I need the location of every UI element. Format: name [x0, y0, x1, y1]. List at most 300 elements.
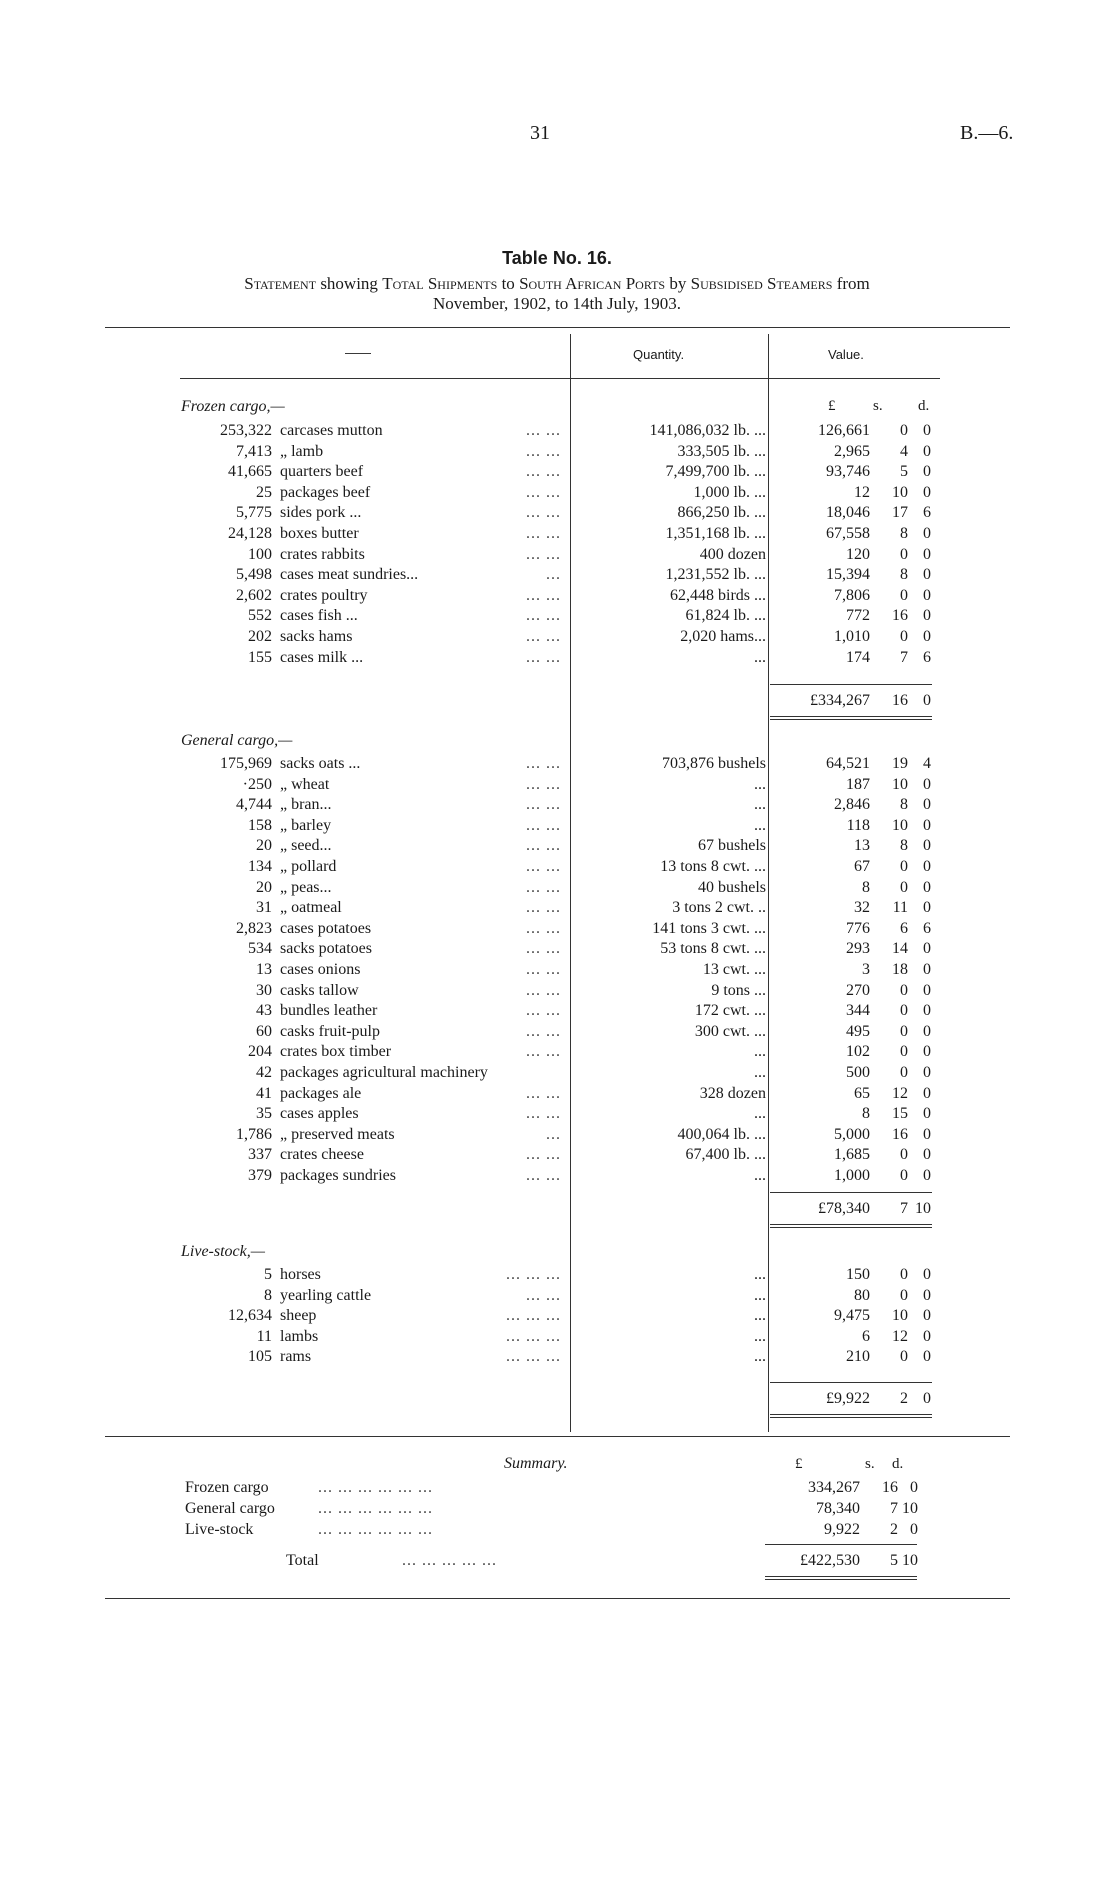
value-pounds: 126,661	[818, 422, 870, 439]
item-description: lambs	[280, 1327, 319, 1345]
leader-dots: ... ...	[526, 1084, 561, 1102]
total-double-rule	[770, 719, 932, 720]
value-shillings: 6	[900, 919, 908, 937]
table-row	[0, 897, 1114, 918]
value-shillings: 0	[900, 1022, 908, 1040]
value-pence: 0	[923, 422, 931, 439]
value-shillings: 0	[900, 1043, 908, 1061]
table-row	[0, 564, 1114, 585]
subtotal-rule	[770, 684, 932, 685]
item-description: crates cheese	[280, 1146, 364, 1164]
item-quantity: 172 cwt. ...	[694, 1002, 766, 1020]
summary-rule	[765, 1576, 917, 1577]
item-description: bundles leather	[280, 1002, 378, 1020]
table-row	[0, 1083, 1114, 1104]
item-quantity: ...	[754, 1064, 766, 1081]
page-bottom-rule	[105, 1598, 1010, 1599]
table-row	[0, 835, 1114, 856]
item-description: crates box timber	[280, 1043, 392, 1061]
value-pence: 0	[923, 858, 931, 875]
item-count: 13	[256, 961, 272, 978]
leader-dots: ... ...	[526, 483, 561, 501]
value-shillings: 4	[900, 442, 908, 460]
item-description: sacks hams	[280, 628, 353, 645]
item-description: horses	[280, 1266, 321, 1283]
item-count: 202	[248, 628, 272, 645]
leader-dots: ... ...	[526, 545, 561, 563]
item-count: 42	[256, 1064, 272, 1081]
item-description: casks fruit-pulp	[280, 1022, 380, 1040]
shillings-head: s.	[873, 398, 883, 414]
item-count: 20	[256, 837, 272, 855]
value-shillings: 0	[900, 1286, 908, 1304]
grand-total-pounds: £422,530	[800, 1552, 860, 1569]
value-pence: 0	[923, 1146, 931, 1164]
item-quantity: 400,064 lb. ...	[677, 1125, 766, 1143]
table-row	[0, 877, 1114, 898]
value-shillings: 0	[900, 1002, 908, 1020]
item-count: 8	[264, 1286, 272, 1304]
item-count: 41	[256, 1084, 272, 1102]
leader-dots: ... ... ... ... ... ...	[318, 1521, 433, 1538]
item-description: packages beef	[280, 483, 371, 501]
table-row	[0, 774, 1114, 795]
item-count: 2,823	[236, 919, 272, 937]
grand-total-shillings: 5	[890, 1552, 898, 1569]
value-shillings: 8	[900, 796, 908, 814]
item-count: 175,969	[220, 755, 272, 772]
item-description: packages ale	[280, 1084, 362, 1102]
item-description: „ pollard	[280, 858, 337, 875]
summary-rule	[765, 1579, 917, 1580]
table-row	[0, 1264, 1114, 1285]
section-total-row	[0, 1198, 1114, 1219]
item-count: 5,775	[236, 504, 272, 522]
table-row	[0, 1346, 1114, 1367]
leader-dots: ... ...	[526, 648, 561, 666]
leader-dots: ... ...	[526, 1105, 561, 1123]
table-row	[0, 441, 1114, 462]
value-pence: 0	[923, 899, 931, 917]
item-quantity: 62,448 birds ...	[670, 586, 766, 604]
leader-dots: ... ...	[526, 442, 561, 460]
leader-dots: ... ... ...	[506, 1307, 561, 1325]
item-description: „ bran...	[280, 796, 332, 814]
item-description: sheep	[280, 1307, 317, 1325]
leader-dots: ... ...	[526, 1146, 561, 1164]
table-row	[0, 502, 1114, 523]
value-pence: 0	[923, 525, 931, 542]
table-row	[0, 1000, 1114, 1021]
value-pounds: 7,806	[834, 586, 870, 604]
value-pence: 0	[923, 1125, 931, 1143]
item-count: 25	[256, 483, 272, 501]
leader-dots: ...	[546, 1125, 561, 1143]
item-count: 30	[256, 981, 272, 999]
table-title: Table No. 16.	[502, 248, 612, 268]
value-pence: 0	[923, 1348, 931, 1366]
leader-dots: ... ...	[526, 919, 561, 937]
leader-dots: ... ...	[526, 525, 561, 542]
summary-row	[0, 1477, 1114, 1498]
value-shillings: 0	[900, 1064, 908, 1081]
table-row	[0, 1103, 1114, 1124]
total-pounds: £334,267	[810, 692, 870, 709]
summary-pence: 0	[910, 1521, 918, 1538]
value-shillings: 10	[892, 775, 908, 793]
item-description: „ peas...	[280, 878, 332, 896]
value-shillings: 19	[892, 755, 908, 772]
total-double-rule	[770, 1417, 932, 1418]
value-pounds: 174	[846, 648, 870, 666]
value-pence: 0	[923, 463, 931, 481]
value-pounds: 1,685	[834, 1146, 870, 1164]
table-top-rule	[105, 327, 1010, 328]
value-pence: 0	[923, 981, 931, 999]
leader-dots: ... ... ... ... ... ...	[318, 1479, 433, 1496]
leader-dots: ... ...	[526, 628, 561, 645]
value-shillings: 10	[892, 816, 908, 834]
value-pounds: 80	[854, 1286, 870, 1304]
item-count: 5,498	[236, 566, 272, 584]
table-bottom-rule	[105, 1436, 1010, 1437]
value-shillings: 0	[900, 545, 908, 563]
item-count: 60	[256, 1022, 272, 1040]
leader-dots: ... ...	[526, 504, 561, 522]
item-description: packages agricultural machinery	[280, 1064, 488, 1081]
table-row	[0, 1165, 1114, 1186]
value-pence: 0	[923, 586, 931, 604]
table-row	[0, 1305, 1114, 1326]
table-row	[0, 856, 1114, 877]
item-count: 253,322	[220, 422, 272, 439]
item-quantity: 13 tons 8 cwt. ...	[660, 858, 766, 875]
value-pounds: 6	[862, 1327, 870, 1345]
leader-dots: ... ... ...	[506, 1348, 561, 1366]
summary-shillings-head: s.	[865, 1456, 875, 1472]
item-description: carcases mutton	[280, 422, 383, 439]
item-count: 155	[248, 648, 272, 666]
item-count: 31	[256, 899, 272, 917]
item-quantity: ...	[754, 1105, 766, 1123]
item-description: yearling cattle	[280, 1286, 372, 1304]
pounds-head: £	[828, 398, 836, 414]
item-description: cases apples	[280, 1105, 359, 1123]
item-description: „ barley	[280, 816, 332, 834]
value-shillings: 0	[900, 1266, 908, 1283]
column-head-value: Value.	[828, 347, 864, 362]
total-shillings: 7	[900, 1200, 908, 1217]
summary-name: Frozen cargo	[185, 1479, 269, 1496]
leader-dots: ... ...	[526, 586, 561, 604]
table-row	[0, 482, 1114, 503]
item-quantity: ...	[754, 1307, 766, 1325]
value-pounds: 5,000	[834, 1125, 870, 1143]
value-pounds: 270	[846, 981, 870, 999]
item-quantity: 328 dozen	[699, 1084, 766, 1102]
item-quantity: 1,231,552 lb. ...	[665, 566, 766, 584]
value-shillings: 18	[892, 961, 908, 978]
table-row	[0, 585, 1114, 606]
item-quantity: 13 cwt. ...	[702, 961, 766, 978]
grand-total-pence: 10	[902, 1552, 918, 1569]
leader-dots: ... ...	[526, 607, 561, 625]
leader-dots: ... ...	[526, 940, 561, 958]
total-double-rule	[770, 716, 932, 717]
value-pounds: 293	[846, 940, 870, 958]
item-description: crates rabbits	[280, 545, 365, 563]
value-pence: 6	[923, 919, 931, 937]
table-row	[0, 918, 1114, 939]
leader-dots: ... ...	[526, 981, 561, 999]
item-quantity: 300 cwt. ...	[694, 1022, 766, 1040]
item-count: ·250	[242, 775, 272, 793]
header-bottom-rule	[180, 378, 940, 379]
summary-pence: 10	[902, 1500, 918, 1517]
item-quantity: 1,351,168 lb. ...	[665, 525, 766, 542]
summary-heading: Summary.	[504, 1455, 568, 1472]
value-pounds: 64,521	[826, 755, 870, 772]
value-shillings: 16	[892, 607, 908, 625]
item-count: 11	[256, 1327, 272, 1345]
leader-dots: ... ...	[526, 1167, 561, 1184]
item-description: „ seed...	[280, 837, 332, 855]
leader-dots: ... ...	[526, 775, 561, 793]
item-quantity: ...	[754, 1043, 766, 1061]
table-row	[0, 523, 1114, 544]
item-quantity: ...	[754, 816, 766, 834]
total-pence: 10	[915, 1200, 931, 1217]
column-head-blank: ——	[345, 345, 371, 360]
value-pounds: 344	[846, 1002, 870, 1020]
item-count: 35	[256, 1105, 272, 1123]
item-quantity: 866,250 lb. ...	[677, 504, 766, 522]
item-description: cases fish ...	[280, 607, 358, 625]
item-quantity: ...	[754, 775, 766, 793]
value-pounds: 2,846	[834, 796, 870, 814]
leader-dots: ... ... ...	[506, 1327, 561, 1345]
item-quantity: 67,400 lb. ...	[685, 1146, 766, 1164]
leader-dots: ... ...	[526, 463, 561, 481]
value-shillings: 7	[900, 648, 908, 666]
value-pounds: 150	[846, 1266, 870, 1283]
item-quantity: 400 dozen	[699, 545, 766, 563]
value-pence: 0	[923, 1167, 931, 1184]
table-row	[0, 815, 1114, 836]
total-double-rule	[770, 1224, 932, 1225]
value-shillings: 15	[892, 1105, 908, 1123]
value-shillings: 17	[892, 504, 908, 522]
item-count: 534	[248, 940, 272, 958]
item-quantity: ...	[754, 1266, 766, 1283]
item-count: 2,602	[236, 586, 272, 604]
section-total-row	[0, 1388, 1114, 1409]
item-count: 24,128	[228, 525, 272, 542]
value-pence: 6	[923, 504, 931, 522]
value-pounds: 67	[854, 858, 870, 875]
leader-dots: ... ...	[526, 796, 561, 814]
table-row	[0, 1326, 1114, 1347]
item-quantity: 703,876 bushels	[662, 755, 766, 772]
item-quantity: ...	[754, 1167, 766, 1184]
table-row	[0, 794, 1114, 815]
total-pence: 0	[923, 692, 931, 709]
item-description: cases milk ...	[280, 648, 364, 666]
item-description: „ preserved meats	[280, 1125, 395, 1143]
item-count: 1,786	[236, 1125, 272, 1143]
item-quantity: 40 bushels	[698, 878, 766, 896]
summary-name: General cargo	[185, 1500, 275, 1517]
table-row	[0, 626, 1114, 647]
table-row	[0, 1124, 1114, 1145]
value-pence: 0	[923, 1064, 931, 1081]
leader-dots: ... ...	[526, 858, 561, 875]
leader-dots: ...	[546, 566, 561, 584]
item-count: 41,665	[228, 463, 272, 481]
table-row	[0, 647, 1114, 668]
value-pounds: 500	[846, 1064, 870, 1081]
item-count: 552	[248, 607, 272, 625]
item-description: boxes butter	[280, 525, 359, 542]
item-quantity: 3 tons 2 cwt. ..	[672, 899, 766, 917]
value-pence: 0	[923, 1002, 931, 1020]
value-pounds: 67,558	[826, 525, 870, 542]
value-pounds: 2,965	[834, 442, 870, 460]
table-row	[0, 420, 1114, 441]
value-shillings: 14	[892, 940, 908, 958]
leader-dots: ... ...	[526, 1002, 561, 1020]
value-shillings: 0	[900, 1167, 908, 1184]
summary-shillings: 2	[890, 1521, 898, 1538]
item-description: sacks potatoes	[280, 940, 372, 958]
value-shillings: 8	[900, 837, 908, 855]
value-shillings: 0	[900, 1348, 908, 1366]
item-quantity: 9 tons ...	[711, 981, 766, 999]
section-total-row	[0, 690, 1114, 711]
value-pounds: 12	[854, 483, 870, 501]
value-pounds: 1,000	[834, 1167, 870, 1184]
value-pence: 0	[923, 442, 931, 460]
item-count: 20	[256, 878, 272, 896]
item-quantity: 53 tons 8 cwt. ...	[660, 940, 766, 958]
leader-dots: ... ...	[526, 878, 561, 896]
leader-dots: ... ...	[526, 422, 561, 439]
item-description: cases meat sundries...	[280, 566, 419, 584]
value-pounds: 32	[854, 899, 870, 917]
value-pounds: 8	[862, 1105, 870, 1123]
summary-pence: 0	[910, 1479, 918, 1496]
item-quantity: 333,505 lb. ...	[677, 442, 766, 460]
leader-dots: ... ...	[526, 961, 561, 978]
value-pence: 0	[923, 628, 931, 645]
section-heading: Live-stock,—	[181, 1243, 265, 1260]
value-pounds: 65	[854, 1084, 870, 1102]
value-pence: 0	[923, 483, 931, 501]
item-description: cases onions	[280, 961, 361, 978]
value-shillings: 0	[900, 981, 908, 999]
value-shillings: 12	[892, 1084, 908, 1102]
summary-pounds: 9,922	[824, 1521, 860, 1538]
leader-dots: ... ...	[526, 1022, 561, 1040]
item-description: packages sundries	[280, 1167, 396, 1184]
total-shillings: 2	[900, 1390, 908, 1407]
item-quantity: 2,020 hams...	[680, 628, 766, 645]
item-count: 7,413	[236, 442, 272, 460]
value-shillings: 8	[900, 525, 908, 542]
total-pence: 0	[923, 1390, 931, 1407]
item-description: quarters beef	[280, 463, 364, 481]
value-pence: 0	[923, 1043, 931, 1061]
value-pence: 0	[923, 940, 931, 958]
table-row	[0, 544, 1114, 565]
table-row	[0, 461, 1114, 482]
leader-dots: ... ... ...	[506, 1266, 561, 1283]
table-row	[0, 1144, 1114, 1165]
value-pence: 4	[923, 755, 931, 772]
leader-dots: ... ... ... ... ... ...	[318, 1500, 433, 1517]
value-pounds: 13	[854, 837, 870, 855]
value-shillings: 10	[892, 1307, 908, 1325]
value-pence: 0	[923, 1286, 931, 1304]
leader-dots: ... ...	[526, 755, 561, 772]
item-description: cases potatoes	[280, 919, 372, 937]
value-shillings: 0	[900, 586, 908, 604]
value-pounds: 772	[846, 607, 870, 625]
value-pounds: 8	[862, 878, 870, 896]
value-pence: 0	[923, 1105, 931, 1123]
item-quantity: ...	[754, 1327, 766, 1345]
value-pounds: 1,010	[834, 628, 870, 645]
value-pounds: 18,046	[826, 504, 870, 522]
total-double-rule	[770, 1227, 932, 1228]
leader-dots: ... ... ... ... ...	[402, 1552, 497, 1569]
value-pence: 0	[923, 1327, 931, 1345]
item-quantity: ...	[754, 1286, 766, 1304]
value-shillings: 0	[900, 422, 908, 439]
item-count: 337	[248, 1146, 272, 1164]
item-description: „ lamb	[280, 442, 324, 460]
summary-shillings: 7	[890, 1500, 898, 1517]
table-row	[0, 938, 1114, 959]
value-pence: 0	[923, 1022, 931, 1040]
summary-pounds: 334,267	[808, 1479, 860, 1496]
value-shillings: 0	[900, 878, 908, 896]
page-reference: B.—6.	[960, 122, 1014, 144]
total-pounds: £9,922	[826, 1390, 870, 1407]
value-pence: 0	[923, 566, 931, 584]
value-pence: 0	[923, 1266, 931, 1283]
item-quantity: 67 bushels	[698, 837, 766, 855]
value-shillings: 10	[892, 483, 908, 501]
value-pounds: 210	[846, 1348, 870, 1366]
item-quantity: 61,824 lb. ...	[685, 607, 766, 625]
value-pounds: 9,475	[834, 1307, 870, 1325]
item-count: 204	[248, 1043, 272, 1061]
value-pence: 6	[923, 648, 931, 666]
leader-dots: ... ...	[526, 1286, 561, 1304]
item-quantity: ...	[754, 648, 766, 666]
leader-dots: ... ...	[526, 837, 561, 855]
table-row	[0, 1285, 1114, 1306]
item-description: casks tallow	[280, 981, 359, 999]
summary-row	[0, 1519, 1114, 1540]
subtotal-rule	[770, 1382, 932, 1383]
table-row	[0, 1062, 1114, 1083]
leader-dots: ... ...	[526, 899, 561, 917]
item-description: crates poultry	[280, 586, 368, 604]
value-pence: 0	[923, 816, 931, 834]
value-shillings: 12	[892, 1327, 908, 1345]
